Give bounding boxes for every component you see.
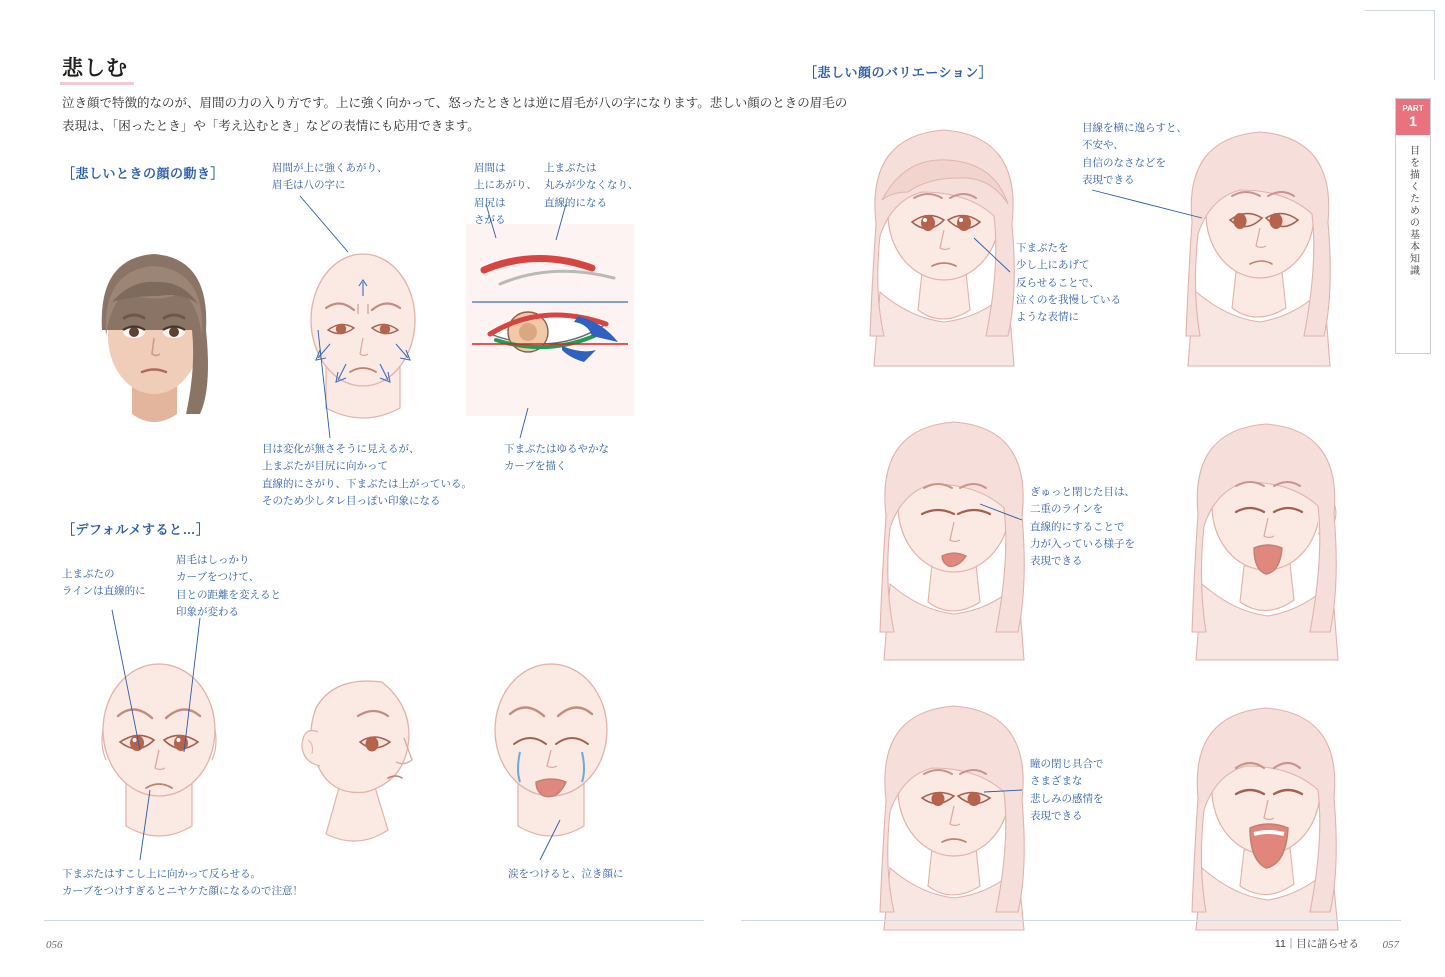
section-variations: ［悲しい顔のバリエーション］ [804, 65, 993, 80]
part-tab-number: 1 [1409, 113, 1417, 129]
note-lower-lid-warn: 下まぶたはすこし上に向かって反らせる。 カーブをつけすぎるとニヤケた顔になるので注意！ [62, 868, 303, 898]
title-underline [60, 82, 134, 85]
note-closed-eyes: ぎゅっと閉じた目は、 二重のラインを 直線的にすることで 力が入っている様子を 表現できる [1030, 486, 1135, 568]
reference-photo-sad-face [62, 218, 247, 440]
section-sad-face-movement: ［悲しいときの顔の動き］ [62, 166, 225, 181]
part-tab [1395, 98, 1431, 354]
page-title: 悲しむ [62, 57, 128, 80]
note-gaze-side: 目線を横に逸らすと、 不安や、 自信のなさなどを 表現できる [1082, 122, 1187, 186]
folio-right: 057 [1382, 939, 1399, 951]
figure-eye-closeup-diagram [466, 224, 634, 416]
footer-rule-right [741, 920, 1401, 921]
note-brow-curve: 眉毛はしっかり カーブをつけて、 目との距離を変えると 印象が変わる [176, 554, 281, 618]
folio-left: 056 [46, 939, 63, 951]
figure-variation-wailing [1148, 672, 1398, 962]
note-eye-change: 目は変化が無さそうに見えるが、 上まぶたが目尻に向かって 直線的にさがり、下まぶたは上がっている。 そのため少しタレ目っぽい印象になる [262, 443, 472, 507]
note-tears: 涙をつけると、泣き顔に [508, 868, 624, 880]
figure-deformed-front [66, 620, 252, 855]
note-lower-lid-curve: 下まぶたはゆるやかな カーブを描く [504, 443, 609, 473]
section-deformed: ［デフォルメすると…］ [62, 522, 210, 537]
note-brow-up: 眉間が上に強くあがり、 眉毛は八の字に [272, 162, 388, 192]
lead-paragraph: 泣き顔で特徴的なのが、眉間の力の入り方です。上に強く向かって、怒ったときとは逆に眉毛が八の字になります。悲しい顔のときの眉毛の表現は、「困ったとき」や「考え込むとき」などの表情にも応用できます。 [62, 96, 848, 134]
folio-chapter: 11｜目に語らせる [1274, 938, 1359, 950]
photo-face-art [62, 218, 247, 440]
page-edge-rule-vertical [1434, 10, 1435, 80]
note-lower-lid-raise: 下まぶたを 少し上にあげて 反らせることで、 泣くのを我慢している ような表情に [1016, 242, 1121, 324]
page-edge-rule-horizontal [1365, 10, 1435, 11]
part-tab-vertical-text: 目を描くための基本知識 [1407, 145, 1419, 278]
part-tab-header [1396, 99, 1430, 135]
note-upper-lid: 上まぶたは 丸みが少なくなり、 直線的になる [544, 162, 639, 209]
note-upper-lid-line: 上まぶたの ラインは直線的に [62, 568, 146, 598]
figure-deformed-crying [458, 620, 644, 855]
figure-sad-head-front [268, 212, 458, 442]
part-tab-label: PART [1402, 104, 1424, 113]
figure-deformed-side [262, 620, 448, 855]
note-brow-detail: 眉間は 上にあがり、 眉尻は さがる [474, 162, 537, 226]
figure-variation-crying-side [1148, 388, 1398, 678]
note-pupil-closing: 瞳の閉じ具合で さまざまな 悲しみの感情を 表現できる [1030, 758, 1104, 822]
footer-rule-left [44, 920, 704, 921]
